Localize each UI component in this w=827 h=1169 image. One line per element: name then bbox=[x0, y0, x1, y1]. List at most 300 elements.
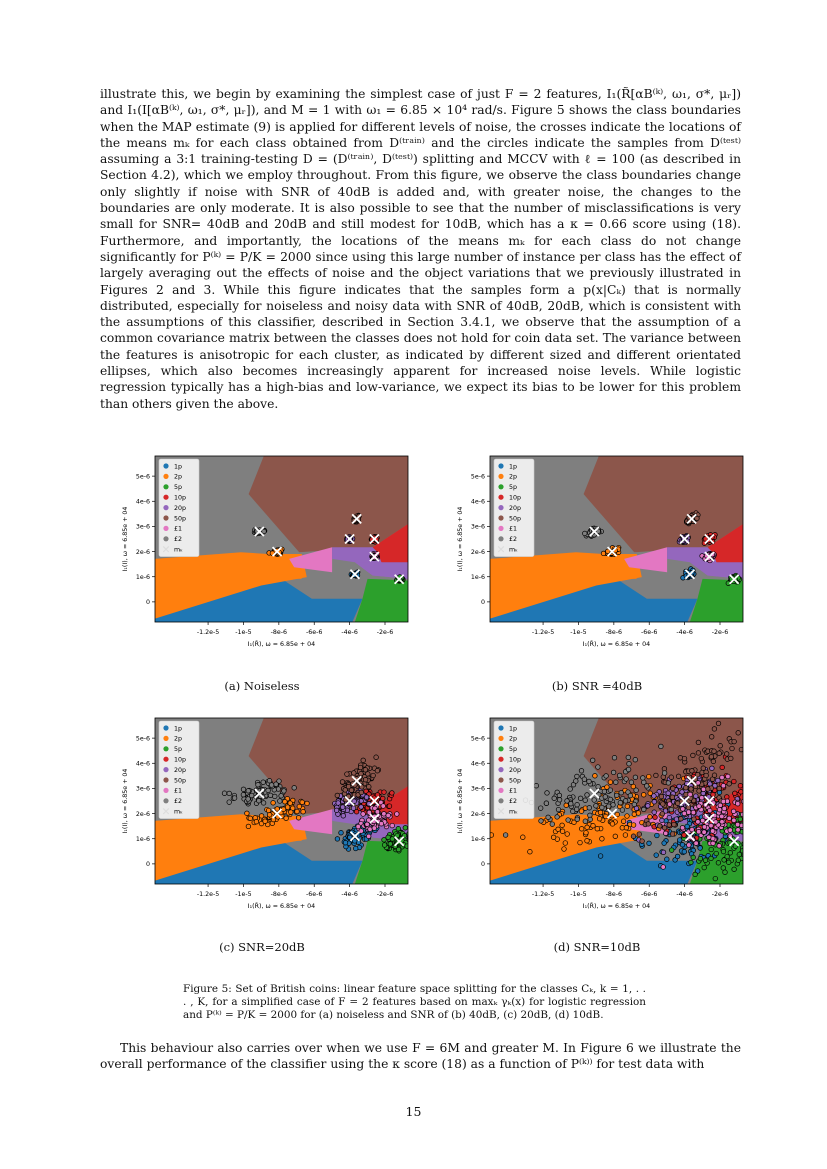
legend-label: 10p bbox=[174, 494, 187, 502]
sample-point bbox=[709, 856, 714, 861]
sample-point bbox=[762, 836, 763, 841]
sample-point bbox=[585, 825, 590, 830]
sample-point bbox=[706, 787, 711, 792]
sample-point bbox=[271, 801, 276, 806]
legend-swatch bbox=[163, 788, 168, 793]
sample-point bbox=[585, 838, 590, 843]
sample-point bbox=[750, 794, 755, 799]
sample-point bbox=[374, 755, 379, 760]
sample-point bbox=[257, 798, 262, 803]
sample-point bbox=[754, 843, 759, 848]
sample-point bbox=[295, 809, 300, 814]
sample-point bbox=[614, 793, 619, 798]
sample-point bbox=[640, 839, 645, 844]
sample-point bbox=[259, 814, 264, 819]
sample-point bbox=[407, 831, 412, 836]
sample-point bbox=[746, 827, 751, 832]
sample-point bbox=[660, 812, 665, 817]
sample-point bbox=[621, 819, 626, 824]
sample-point bbox=[292, 786, 297, 791]
legend-swatch bbox=[498, 725, 503, 730]
sample-point bbox=[696, 829, 701, 834]
sample-point bbox=[691, 855, 696, 860]
sample-point bbox=[689, 860, 694, 865]
sample-point bbox=[263, 819, 268, 824]
sample-point bbox=[297, 804, 302, 809]
legend-swatch bbox=[163, 495, 168, 500]
sample-point bbox=[266, 808, 271, 813]
sample-point bbox=[728, 828, 733, 833]
sample-point bbox=[246, 797, 251, 802]
sample-point bbox=[552, 796, 557, 801]
sample-point bbox=[368, 827, 373, 832]
sample-point bbox=[659, 794, 664, 799]
sample-point bbox=[744, 798, 749, 803]
sample-point bbox=[746, 811, 751, 816]
sample-point bbox=[720, 765, 725, 770]
sample-point bbox=[245, 811, 250, 816]
sample-point bbox=[364, 795, 369, 800]
sample-point bbox=[746, 778, 751, 783]
sample-point bbox=[563, 841, 568, 846]
x-tick-label: -4e-6 bbox=[341, 891, 358, 898]
sample-point bbox=[750, 852, 755, 857]
sample-point bbox=[661, 802, 666, 807]
sample-point bbox=[300, 800, 305, 805]
sample-point bbox=[669, 807, 674, 812]
subcaption-c: (c) SNR=20dB bbox=[219, 940, 305, 954]
legend-label: £2 bbox=[174, 798, 183, 806]
legend-label: £2 bbox=[509, 536, 518, 544]
legend-swatch bbox=[498, 474, 503, 479]
sample-point bbox=[747, 805, 752, 810]
sample-point bbox=[741, 799, 746, 804]
legend-label: 2p bbox=[174, 735, 183, 743]
sample-point bbox=[248, 816, 253, 821]
sample-point bbox=[626, 755, 631, 760]
sample-point bbox=[560, 829, 565, 834]
sample-point bbox=[340, 780, 345, 785]
sample-point bbox=[278, 799, 283, 804]
sample-point bbox=[557, 798, 562, 803]
chart-panel-a bbox=[108, 448, 428, 653]
sample-point bbox=[701, 787, 706, 792]
sample-point bbox=[604, 814, 609, 819]
sample-point bbox=[591, 823, 596, 828]
legend-swatch bbox=[163, 798, 168, 803]
sample-point bbox=[709, 755, 714, 760]
sample-point bbox=[686, 810, 691, 815]
sample-point bbox=[617, 773, 622, 778]
sample-point bbox=[661, 850, 666, 855]
sample-point bbox=[654, 853, 659, 858]
sample-point bbox=[382, 843, 387, 848]
sample-point bbox=[600, 837, 605, 842]
sample-point bbox=[762, 832, 763, 837]
legend bbox=[159, 459, 199, 557]
legend-swatch bbox=[498, 788, 503, 793]
legend-swatch bbox=[163, 777, 168, 782]
sample-point bbox=[691, 753, 696, 758]
sample-point bbox=[756, 787, 761, 792]
sample-point bbox=[562, 847, 567, 852]
y-axis-label: I₁(I), ω = 6.85e + 04 bbox=[457, 506, 464, 572]
sample-point bbox=[275, 807, 280, 812]
sample-point bbox=[712, 773, 717, 778]
sample-point bbox=[676, 774, 681, 779]
legend-swatch bbox=[163, 463, 168, 468]
sample-point bbox=[582, 777, 587, 782]
sample-point bbox=[679, 816, 684, 821]
sample-point bbox=[588, 817, 593, 822]
x-tick-label: -2e-6 bbox=[711, 629, 729, 636]
sample-point bbox=[629, 780, 634, 785]
y-tick-label: 5e-6 bbox=[470, 735, 485, 743]
sample-point bbox=[289, 810, 294, 815]
y-tick-label: 5e-6 bbox=[470, 473, 485, 481]
scatter-chart bbox=[443, 710, 763, 915]
legend-label: 5p bbox=[509, 746, 518, 754]
sample-point bbox=[390, 823, 395, 828]
legend-label: 50p bbox=[509, 515, 522, 523]
sample-point bbox=[712, 749, 717, 754]
x-axis-label: I₁(R̃), ω = 6.85e + 04 bbox=[247, 641, 316, 648]
sample-point bbox=[752, 844, 757, 849]
sample-point bbox=[544, 801, 549, 806]
sample-point bbox=[625, 804, 630, 809]
sample-point bbox=[733, 791, 738, 796]
sample-point bbox=[652, 794, 657, 799]
legend-label: 5p bbox=[174, 746, 183, 754]
sample-point bbox=[560, 823, 565, 828]
legend-label: 20p bbox=[509, 504, 522, 512]
sample-point bbox=[555, 815, 560, 820]
sample-point bbox=[583, 798, 588, 803]
sample-point bbox=[611, 770, 616, 775]
sample-point bbox=[631, 823, 636, 828]
legend-label: £2 bbox=[174, 536, 183, 544]
sample-point bbox=[760, 821, 763, 826]
sample-point bbox=[625, 814, 630, 819]
y-tick-label: 1e-6 bbox=[470, 573, 485, 581]
x-axis-label: I₁(R̃), ω = 6.85e + 04 bbox=[582, 903, 651, 910]
sample-point bbox=[690, 769, 695, 774]
sample-point bbox=[631, 834, 636, 839]
sample-point bbox=[546, 815, 551, 820]
y-tick-label: 2e-6 bbox=[135, 810, 150, 818]
legend-swatch bbox=[163, 484, 168, 489]
legend-swatch bbox=[498, 495, 503, 500]
sample-point bbox=[551, 835, 556, 840]
sample-point bbox=[608, 797, 613, 802]
sample-point bbox=[732, 779, 737, 784]
sample-point bbox=[745, 855, 750, 860]
sample-point bbox=[241, 792, 246, 797]
legend bbox=[494, 459, 534, 557]
sample-point bbox=[660, 818, 665, 823]
sample-point bbox=[585, 793, 590, 798]
sample-point bbox=[274, 782, 279, 787]
sample-point bbox=[343, 840, 348, 845]
chart-panel-c bbox=[108, 710, 428, 915]
y-tick-label: 2e-6 bbox=[470, 810, 485, 818]
sample-point bbox=[713, 820, 718, 825]
sample-point bbox=[283, 799, 288, 804]
y-tick-label: 0 bbox=[480, 599, 485, 607]
sample-point bbox=[408, 830, 413, 835]
sample-point bbox=[720, 820, 725, 825]
sample-point bbox=[663, 831, 668, 836]
legend bbox=[159, 721, 199, 819]
sample-point bbox=[587, 806, 592, 811]
legend-label: 1p bbox=[509, 463, 518, 471]
sample-point bbox=[538, 806, 543, 811]
sample-point bbox=[709, 735, 714, 740]
sample-point bbox=[730, 746, 735, 751]
sample-point bbox=[746, 853, 751, 858]
sample-point bbox=[717, 786, 722, 791]
x-axis-label: I₁(R̃), ω = 6.85e + 04 bbox=[247, 903, 316, 910]
sample-point bbox=[382, 790, 387, 795]
sample-point bbox=[623, 799, 628, 804]
sample-point bbox=[718, 803, 723, 808]
sample-point bbox=[662, 826, 667, 831]
sample-point bbox=[756, 842, 761, 847]
sample-point bbox=[602, 789, 607, 794]
sample-point bbox=[566, 818, 571, 823]
sample-point bbox=[755, 847, 760, 852]
sample-point bbox=[388, 842, 393, 847]
sample-point bbox=[539, 819, 544, 824]
sample-point bbox=[241, 787, 246, 792]
sample-point bbox=[655, 833, 660, 838]
sample-point bbox=[712, 727, 717, 732]
sample-point bbox=[716, 861, 721, 866]
sample-point bbox=[603, 795, 608, 800]
legend-swatch bbox=[163, 736, 168, 741]
sample-point bbox=[680, 826, 685, 831]
legend-swatch bbox=[498, 777, 503, 782]
sample-point bbox=[261, 780, 266, 785]
sample-point bbox=[702, 830, 707, 835]
sample-point bbox=[608, 788, 613, 793]
sample-point bbox=[718, 743, 723, 748]
subcaption-a: (a) Noiseless bbox=[224, 679, 300, 693]
sample-point bbox=[732, 867, 737, 872]
sample-point bbox=[662, 771, 667, 776]
sample-point bbox=[667, 815, 672, 820]
sample-point bbox=[699, 756, 704, 761]
sample-point bbox=[341, 814, 346, 819]
sample-point bbox=[633, 757, 638, 762]
sample-point bbox=[717, 807, 722, 812]
sample-point bbox=[669, 775, 674, 780]
sample-point bbox=[746, 851, 751, 856]
sample-point bbox=[550, 822, 555, 827]
legend-label: 20p bbox=[509, 766, 522, 774]
sample-point bbox=[721, 783, 726, 788]
x-tick-label: -1e-5 bbox=[570, 891, 587, 898]
sample-point bbox=[597, 816, 602, 821]
sample-point bbox=[232, 796, 237, 801]
y-tick-label: 0 bbox=[145, 599, 150, 607]
sample-point bbox=[396, 847, 401, 852]
sample-point bbox=[359, 790, 364, 795]
sample-point bbox=[634, 788, 639, 793]
sample-point bbox=[746, 827, 751, 832]
sample-point bbox=[282, 789, 287, 794]
sample-point bbox=[592, 798, 597, 803]
sample-point bbox=[626, 767, 631, 772]
x-tick-label: -4e-6 bbox=[676, 629, 693, 636]
sample-point bbox=[720, 775, 725, 780]
sample-point bbox=[624, 777, 629, 782]
y-tick-label: 2e-6 bbox=[135, 548, 150, 556]
sample-point bbox=[732, 739, 737, 744]
legend-swatch bbox=[498, 798, 503, 803]
legend-label: 50p bbox=[509, 777, 522, 785]
sample-point bbox=[687, 843, 692, 848]
sample-point bbox=[670, 832, 675, 837]
x-tick-label: -1e-5 bbox=[235, 891, 252, 898]
sample-point bbox=[375, 768, 380, 773]
legend-label: £1 bbox=[174, 787, 183, 795]
legend-label: 5p bbox=[174, 484, 183, 492]
sample-point bbox=[721, 866, 726, 871]
sample-point bbox=[696, 751, 701, 756]
sample-point bbox=[637, 832, 642, 837]
sample-point bbox=[758, 801, 763, 806]
legend-swatch bbox=[163, 474, 168, 479]
sample-point bbox=[359, 805, 364, 810]
legend-label: £1 bbox=[509, 787, 518, 795]
legend-swatch bbox=[163, 725, 168, 730]
sample-point bbox=[633, 775, 638, 780]
sample-point bbox=[375, 810, 380, 815]
sample-point bbox=[652, 810, 657, 815]
y-tick-label: 4e-6 bbox=[135, 498, 150, 506]
sample-point bbox=[652, 800, 657, 805]
sample-point bbox=[579, 809, 584, 814]
sample-point bbox=[642, 807, 647, 812]
sample-point bbox=[722, 858, 727, 863]
sample-point bbox=[732, 818, 737, 823]
y-tick-label: 1e-6 bbox=[470, 835, 485, 843]
legend-swatch bbox=[498, 526, 503, 531]
sample-point bbox=[707, 835, 712, 840]
sample-point bbox=[627, 761, 632, 766]
sample-point bbox=[671, 786, 676, 791]
sample-point bbox=[689, 787, 694, 792]
legend-label: mₖ bbox=[174, 808, 183, 816]
sample-point bbox=[598, 854, 603, 859]
sample-point bbox=[381, 804, 386, 809]
sample-point bbox=[611, 803, 616, 808]
x-tick-label: -6e-6 bbox=[641, 891, 658, 898]
sample-point bbox=[694, 841, 699, 846]
sample-point bbox=[641, 793, 646, 798]
sample-point bbox=[646, 804, 651, 809]
y-tick-label: 5e-6 bbox=[135, 735, 150, 743]
sample-point bbox=[574, 779, 579, 784]
sample-point bbox=[600, 805, 605, 810]
x-tick-label: -1.2e-5 bbox=[531, 629, 555, 636]
sample-point bbox=[273, 794, 278, 799]
sample-point bbox=[246, 789, 251, 794]
sample-point bbox=[674, 817, 679, 822]
x-tick-label: -2e-6 bbox=[376, 629, 394, 636]
y-axis-label: I₁(I), ω = 6.85e + 04 bbox=[457, 768, 464, 834]
y-tick-label: 4e-6 bbox=[470, 760, 485, 768]
x-tick-label: -6e-6 bbox=[641, 629, 658, 636]
sample-point bbox=[343, 788, 348, 793]
legend-label: 10p bbox=[509, 494, 522, 502]
sample-point bbox=[682, 833, 687, 838]
legend-swatch bbox=[498, 746, 503, 751]
y-tick-label: 4e-6 bbox=[470, 498, 485, 506]
sample-point bbox=[690, 827, 695, 832]
sample-point bbox=[736, 858, 741, 863]
sample-point bbox=[740, 829, 745, 834]
legend-label: 20p bbox=[174, 766, 187, 774]
sample-point bbox=[697, 789, 702, 794]
sample-point bbox=[728, 851, 733, 856]
sample-point bbox=[680, 807, 685, 812]
sample-point bbox=[682, 756, 687, 761]
sample-point bbox=[421, 828, 426, 833]
legend-label: 2p bbox=[509, 473, 518, 481]
sample-point bbox=[761, 823, 763, 828]
sample-point bbox=[408, 833, 413, 838]
sample-point bbox=[716, 778, 721, 783]
y-tick-label: 3e-6 bbox=[470, 523, 485, 531]
sample-point bbox=[726, 774, 731, 779]
sample-point bbox=[610, 822, 615, 827]
sample-point bbox=[684, 785, 689, 790]
sample-point bbox=[662, 841, 667, 846]
sample-point bbox=[680, 843, 685, 848]
sample-point bbox=[296, 816, 301, 821]
sample-point bbox=[682, 849, 687, 854]
sample-point bbox=[624, 825, 629, 830]
sample-point bbox=[738, 783, 743, 788]
sample-point bbox=[403, 826, 408, 831]
legend-label: 2p bbox=[174, 473, 183, 481]
sample-point bbox=[723, 870, 728, 875]
sample-point bbox=[670, 795, 675, 800]
sample-point bbox=[596, 765, 601, 770]
sample-point bbox=[578, 840, 583, 845]
sample-point bbox=[754, 810, 759, 815]
sample-point bbox=[334, 808, 339, 813]
sample-point bbox=[222, 791, 227, 796]
sample-point bbox=[709, 823, 714, 828]
sample-point bbox=[717, 751, 722, 756]
sample-point bbox=[339, 830, 344, 835]
sample-point bbox=[361, 758, 366, 763]
sample-point bbox=[584, 830, 589, 835]
sample-point bbox=[395, 812, 400, 817]
sample-point bbox=[351, 806, 356, 811]
sample-point bbox=[752, 800, 757, 805]
sample-point bbox=[682, 811, 687, 816]
sample-point bbox=[749, 820, 754, 825]
sample-point bbox=[758, 836, 763, 841]
sample-point bbox=[647, 774, 652, 779]
sample-point bbox=[556, 807, 561, 812]
sample-point bbox=[606, 804, 611, 809]
sample-point bbox=[696, 820, 701, 825]
